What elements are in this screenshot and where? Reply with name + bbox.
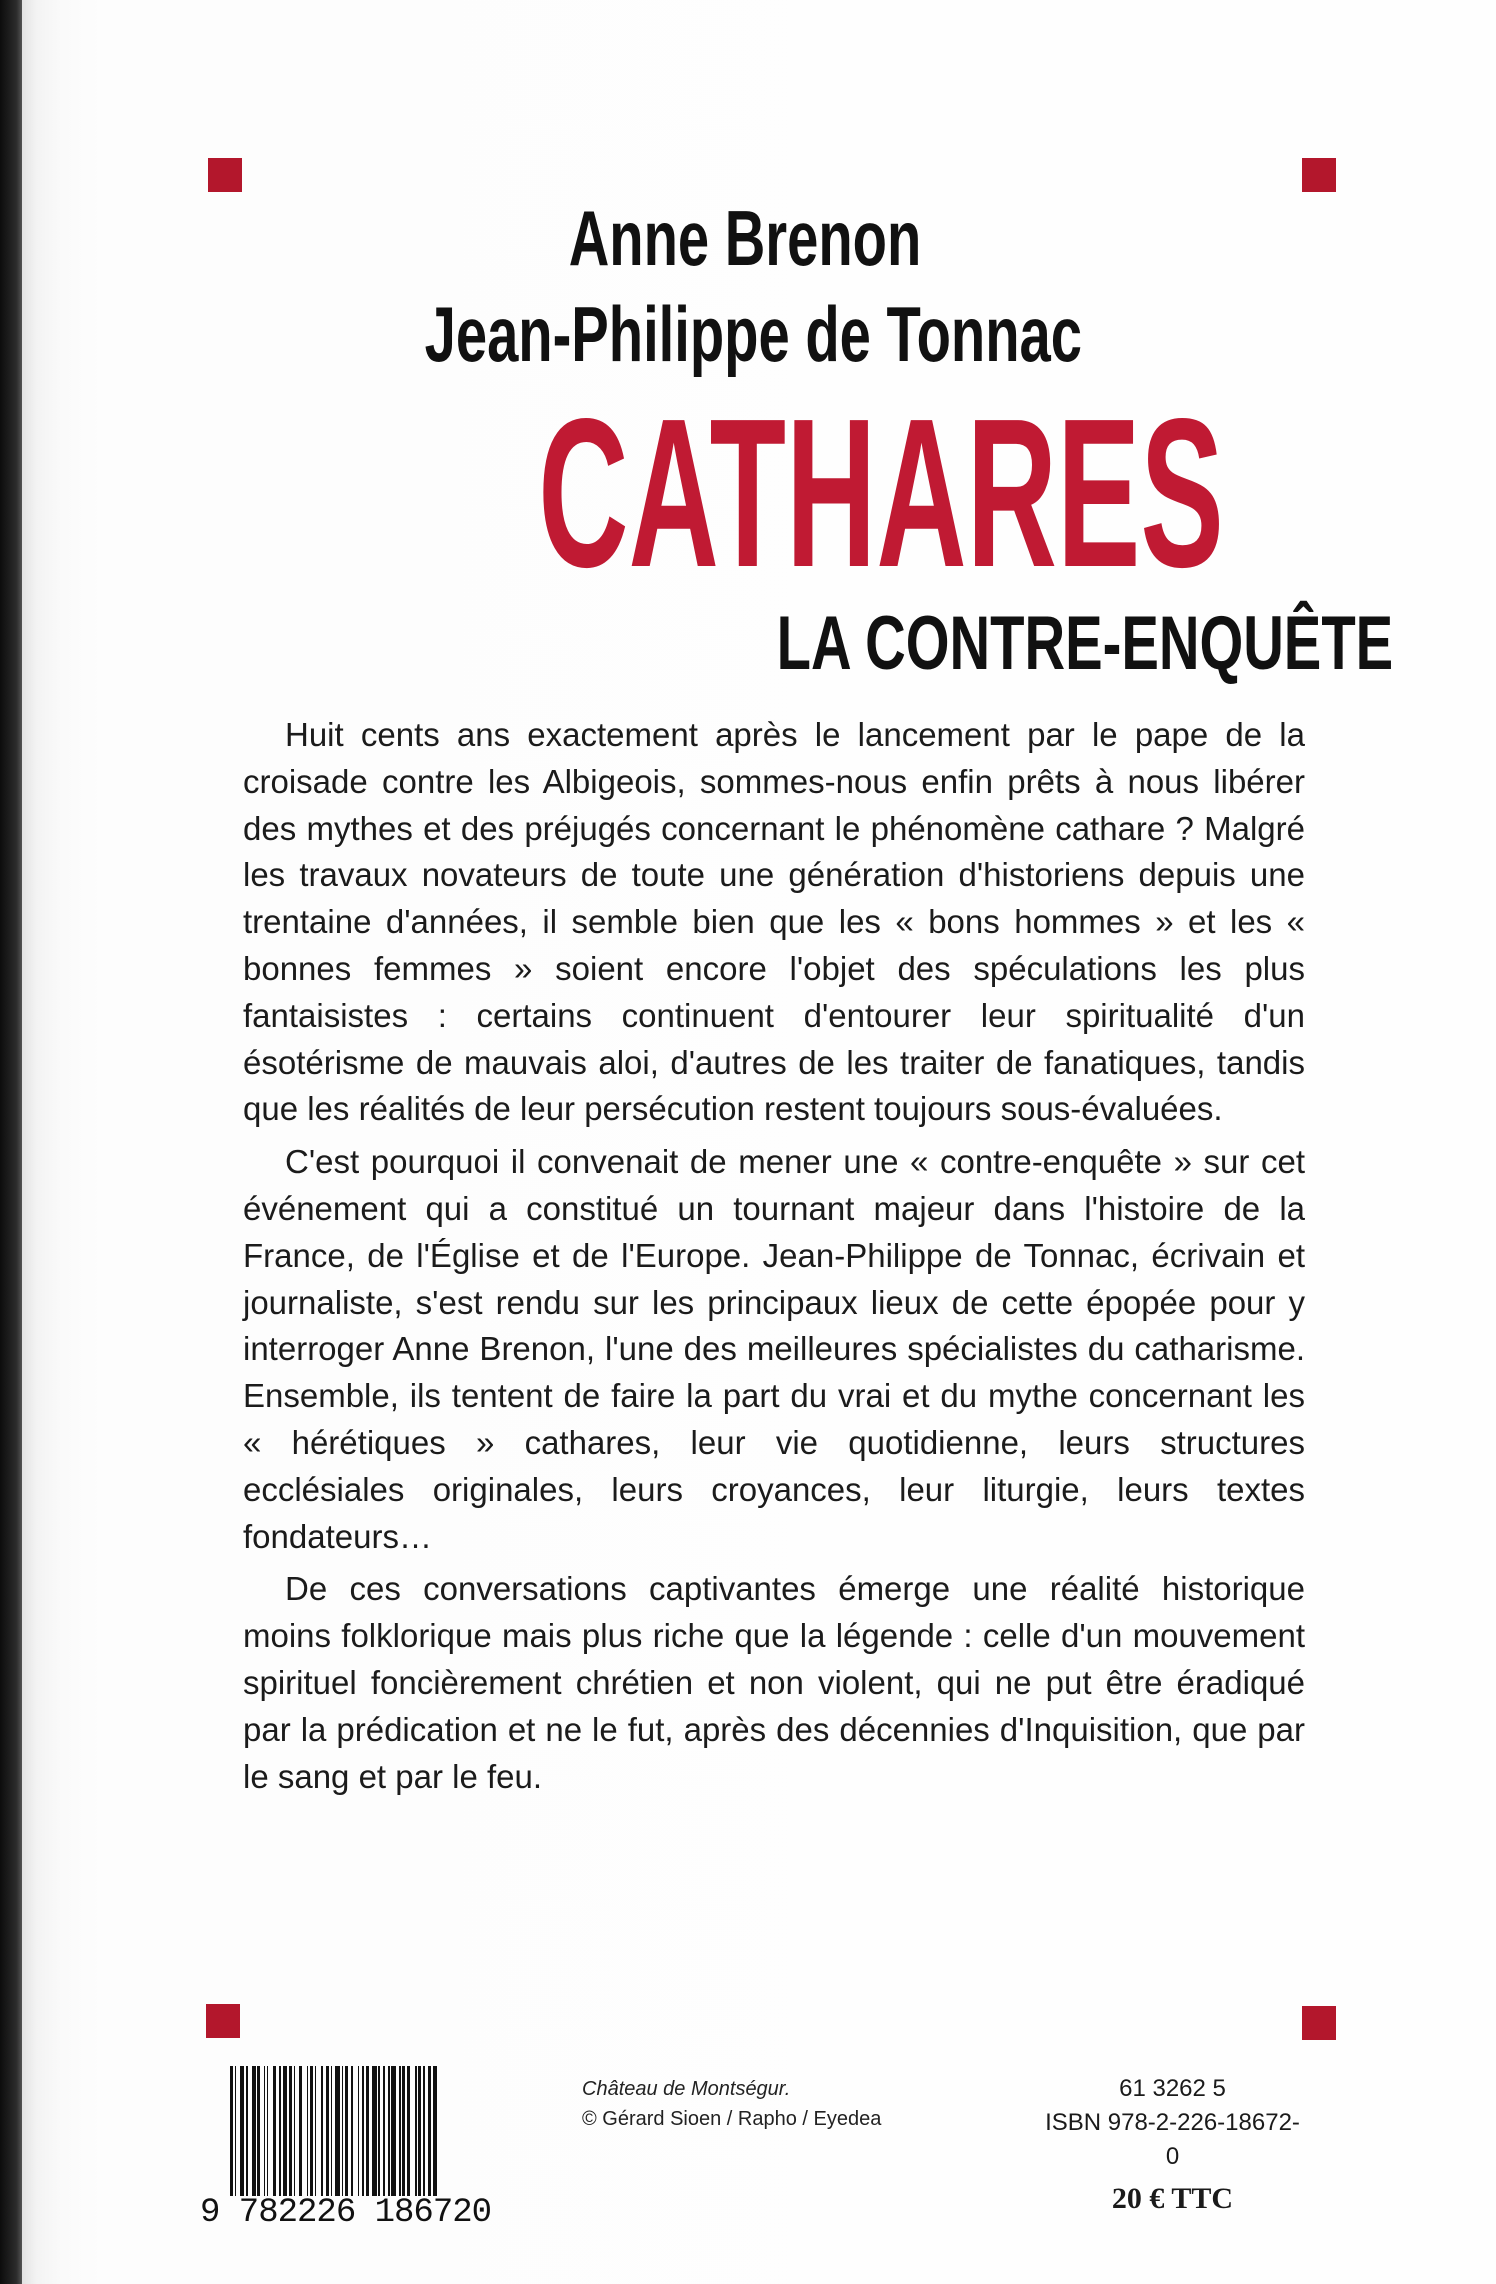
photo-caption: Château de Montségur.: [582, 2078, 791, 2100]
decorative-square-bottom-left: [206, 2004, 240, 2038]
decorative-square-bottom-right: [1302, 2006, 1336, 2040]
price: 20 € TTC: [1111, 2182, 1234, 2215]
blurb: [243, 712, 1305, 1806]
photo-copyright: © Gérard Sioen / Rapho / Eyedea: [582, 2108, 882, 2130]
book-subtitle: [560, 601, 1394, 686]
blurb-paragraph-1: Huit cents ans exactement après le lancement par le pape de la croisade contre les Albigeois, sommes-nous enfin prêts à nous libérer des mythes et des préjugés concernant le phénomène cathare ? Malgré les travaux novateurs de toute une génération d'historiens depuis une trentaine d'années, il semble bien que les « bons hommes » et les « bonnes femmes » soient encore l'objet des spéculations les plus fantaisistes : certains continuent d'entourer leur spiritualité d'un ésotérisme de mauvais aloi, d'autres de les traiter de fanatiques, tandis que les réalités de leur persécution restent toujours sous-évaluées.: [243, 716, 1305, 1128]
decorative-square-top-left: [208, 158, 242, 192]
photo-credit: [582, 2074, 942, 2134]
blurb-paragraph-2: C'est pourquoi il convenait de mener une « contre-enquête » sur cet événement qui a constitué un tournant majeur dans l'histoire de la France, de l'Église et de l'Europe. Jean-Philippe de Tonnac, écrivain et journaliste, s'est rendu sur les principaux lieux de cette épopée pour y interroger Anne Brenon, l'une des meilleures spécialistes du catharisme. Ensemble, ils tentent de faire la part du vrai et du mythe concernant les « hérétiques » cathares, leur vie quotidienne, leurs structures ecclésiales originales, leurs croyances, leur liturgie, leurs textes fondateurs…: [243, 1143, 1305, 1555]
isbn: ISBN 978-2-226-18672-0: [1045, 2109, 1300, 2170]
barcode: [200, 2066, 530, 2236]
barcode-bars: [230, 2066, 532, 2196]
blurb-paragraph-3: De ces conversations captivantes émerge une réalité historique moins folklorique mais plus riche que la légende : celle d'un mouvement spirituel foncièrement chrétien et non violent, qui ne put être éradiqué par la prédication et ne le fut, après des décennies d'Inquisition, que par le sang et par le feu.: [243, 1570, 1305, 1795]
decorative-square-top-right: [1302, 158, 1336, 192]
author-1: Anne Brenon: [568, 194, 922, 282]
book-title: [300, 374, 1224, 611]
book-title-text: CATHARES: [538, 374, 1224, 611]
book-subtitle-text: LA CONTRE-ENQUÊTE: [776, 601, 1394, 686]
product-code: 61 3262 5: [1119, 2075, 1226, 2102]
barcode-digits: 9 782226 186720: [200, 2194, 492, 2232]
barcode-gap: [437, 2066, 439, 2196]
author-2: Jean-Philippe de Tonnac: [424, 290, 1082, 378]
authors: [300, 190, 1190, 382]
price-block: [1040, 2072, 1305, 2216]
